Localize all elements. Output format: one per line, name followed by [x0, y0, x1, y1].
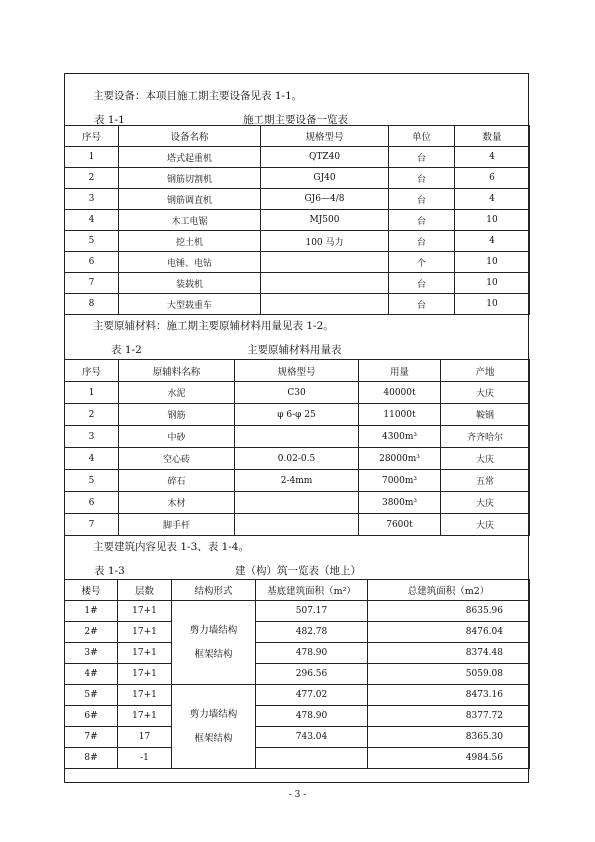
table-row [65, 426, 530, 448]
table-row [65, 492, 530, 514]
cell: -1 [118, 748, 172, 769]
cell: 6 [65, 252, 119, 273]
cell [261, 252, 389, 273]
cell: 4300m³ [359, 426, 441, 448]
cell [261, 294, 389, 315]
header-cell: 总建筑面积（m2） [368, 580, 530, 601]
table-row [65, 706, 530, 727]
cell [235, 492, 359, 514]
cell: 4# [65, 664, 118, 685]
cell: 2# [65, 622, 118, 643]
cell: 477.02 [256, 685, 368, 706]
cell: 木材 [119, 492, 235, 514]
page-number: - 3 - [288, 790, 307, 800]
cell: 钢筋 [119, 404, 235, 426]
cell: 743.04 [256, 727, 368, 748]
table-row [65, 470, 530, 492]
cell: 7# [65, 727, 118, 748]
cell [235, 426, 359, 448]
table-header-row [65, 580, 530, 601]
cell: 7600t [359, 514, 441, 536]
cell: 17+1 [118, 664, 172, 685]
cell: 台 [389, 147, 455, 168]
structure-cell [172, 685, 256, 769]
cell: 8365.30 [368, 727, 530, 748]
header-cell: 产地 [441, 360, 530, 382]
cell: 8377.72 [368, 706, 530, 727]
cell: 2 [65, 404, 119, 426]
intro-materials: 主要原辅材料：施工期主要原辅材料用量见表 1-2。 [93, 320, 334, 332]
cell: 4984.56 [368, 748, 530, 769]
cell: 中砂 [119, 426, 235, 448]
cell: 3 [65, 189, 119, 210]
cell: 7 [65, 273, 119, 294]
table-row [65, 514, 530, 536]
cell: 水泥 [119, 382, 235, 404]
cell: 脚手杆 [119, 514, 235, 536]
cell: 17+1 [118, 643, 172, 664]
table-row [65, 727, 530, 748]
table-row [65, 231, 530, 252]
cell: 10 [455, 294, 530, 315]
cell: 1 [65, 147, 119, 168]
cell: 3 [65, 426, 119, 448]
intro-equipment: 主要设备：本项目施工期主要设备见表 1-1。 [93, 90, 303, 102]
cell: 296.56 [256, 664, 368, 685]
cell: 5# [65, 685, 118, 706]
header-cell: 用量 [359, 360, 441, 382]
table1-label: 表 1-1 [94, 114, 125, 126]
cell: 鞍钢 [441, 404, 530, 426]
table-row [65, 210, 530, 231]
cell: 空心砖 [119, 448, 235, 470]
cell: 齐齐哈尔 [441, 426, 530, 448]
header-cell: 规格型号 [261, 126, 389, 147]
cell: 5059.08 [368, 664, 530, 685]
cell: 5 [65, 470, 119, 492]
table-row [65, 448, 530, 470]
table2-title: 主要原辅材料用量表 [247, 344, 342, 356]
cell: MJ500 [261, 210, 389, 231]
table-row [65, 643, 530, 664]
cell: 大庆 [441, 514, 530, 536]
table-header-row [65, 360, 530, 382]
cell: 28000m³ [359, 448, 441, 470]
cell: 7 [65, 514, 119, 536]
table-row [65, 404, 530, 426]
cell: 台 [389, 294, 455, 315]
table-row [65, 622, 530, 643]
cell: 11000t [359, 404, 441, 426]
cell: 大型载重车 [119, 294, 261, 315]
structure-line: 剪力墙结构 [189, 624, 238, 636]
structure-line: 框架结构 [194, 648, 233, 660]
cell: GJ40 [261, 168, 389, 189]
table-header-row [65, 126, 530, 147]
header-cell: 规格型号 [235, 360, 359, 382]
cell: 482.78 [256, 622, 368, 643]
table-row [65, 147, 530, 168]
cell: 6 [455, 168, 530, 189]
cell: 1 [65, 382, 119, 404]
header-cell: 楼号 [65, 580, 118, 601]
header-cell: 基底建筑面积（m²） [256, 580, 368, 601]
cell: 10 [455, 273, 530, 294]
header-cell: 序号 [65, 360, 119, 382]
header-cell: 设备名称 [119, 126, 261, 147]
table-row [65, 748, 530, 769]
cell: 台 [389, 231, 455, 252]
cell: 大庆 [441, 448, 530, 470]
cell: 5 [65, 231, 119, 252]
cell: 电锤、电钻 [119, 252, 261, 273]
cell: 507.17 [256, 601, 368, 622]
buildings-table [64, 579, 530, 769]
table-row [65, 382, 530, 404]
table1-title: 施工期主要设备一览表 [243, 114, 348, 126]
cell: 五常 [441, 470, 530, 492]
header-cell: 序号 [65, 126, 119, 147]
header-cell: 结构形式 [172, 580, 256, 601]
cell: 台 [389, 210, 455, 231]
cell: 4 [65, 448, 119, 470]
cell: 17+1 [118, 685, 172, 706]
cell: 钢筋调直机 [119, 189, 261, 210]
table-row [65, 252, 530, 273]
cell: 3800m³ [359, 492, 441, 514]
cell: 478.90 [256, 643, 368, 664]
table-row [65, 601, 530, 622]
cell: 个 [389, 252, 455, 273]
cell: 8# [65, 748, 118, 769]
table-row [65, 273, 530, 294]
cell: 8473.16 [368, 685, 530, 706]
cell: 7000m³ [359, 470, 441, 492]
cell: 4 [65, 210, 119, 231]
cell: QTZ40 [261, 147, 389, 168]
cell: C30 [235, 382, 359, 404]
cell [261, 273, 389, 294]
cell: 挖土机 [119, 231, 261, 252]
cell: 478.90 [256, 706, 368, 727]
cell: 100 马力 [261, 231, 389, 252]
structure-cell [172, 601, 256, 685]
table2-label: 表 1-2 [111, 344, 142, 356]
cell: φ 6-φ 25 [235, 404, 359, 426]
cell: 装载机 [119, 273, 261, 294]
cell: GJ6—4/8 [261, 189, 389, 210]
cell: 台 [389, 168, 455, 189]
cell: 1# [65, 601, 118, 622]
cell: 6# [65, 706, 118, 727]
cell: 17+1 [118, 601, 172, 622]
materials-table [64, 359, 530, 536]
cell [235, 514, 359, 536]
cell: 3# [65, 643, 118, 664]
cell: 0.02-0.5 [235, 448, 359, 470]
cell: 40000t [359, 382, 441, 404]
cell: 台 [389, 189, 455, 210]
cell: 8 [65, 294, 119, 315]
header-cell: 单位 [389, 126, 455, 147]
table-row [65, 189, 530, 210]
table3-title: 建（构）筑一览表（地上） [235, 565, 361, 577]
header-cell: 原辅料名称 [119, 360, 235, 382]
cell: 17+1 [118, 622, 172, 643]
structure-line: 框架结构 [194, 732, 233, 744]
cell [256, 748, 368, 769]
table3-label: 表 1-3 [94, 565, 125, 577]
table-row [65, 664, 530, 685]
cell: 台 [389, 273, 455, 294]
table-row [65, 685, 530, 706]
cell: 8374.48 [368, 643, 530, 664]
cell: 17 [118, 727, 172, 748]
cell: 塔式起重机 [119, 147, 261, 168]
cell: 木工电锯 [119, 210, 261, 231]
cell: 4 [455, 231, 530, 252]
cell: 大庆 [441, 382, 530, 404]
cell: 2-4mm [235, 470, 359, 492]
cell: 10 [455, 252, 530, 273]
cell: 钢筋切割机 [119, 168, 261, 189]
cell: 碎石 [119, 470, 235, 492]
table-row [65, 294, 530, 315]
intro-buildings: 主要建筑内容见表 1-3、表 1-4。 [93, 541, 249, 553]
cell: 大庆 [441, 492, 530, 514]
cell: 8635.96 [368, 601, 530, 622]
cell: 4 [455, 147, 530, 168]
cell: 17+1 [118, 706, 172, 727]
equipment-table [64, 125, 530, 315]
cell: 10 [455, 210, 530, 231]
header-cell: 数量 [455, 126, 530, 147]
cell: 2 [65, 168, 119, 189]
cell: 6 [65, 492, 119, 514]
cell: 8476.04 [368, 622, 530, 643]
table-row [65, 168, 530, 189]
cell: 4 [455, 189, 530, 210]
structure-line: 剪力墙结构 [189, 708, 238, 720]
header-cell: 层数 [118, 580, 172, 601]
